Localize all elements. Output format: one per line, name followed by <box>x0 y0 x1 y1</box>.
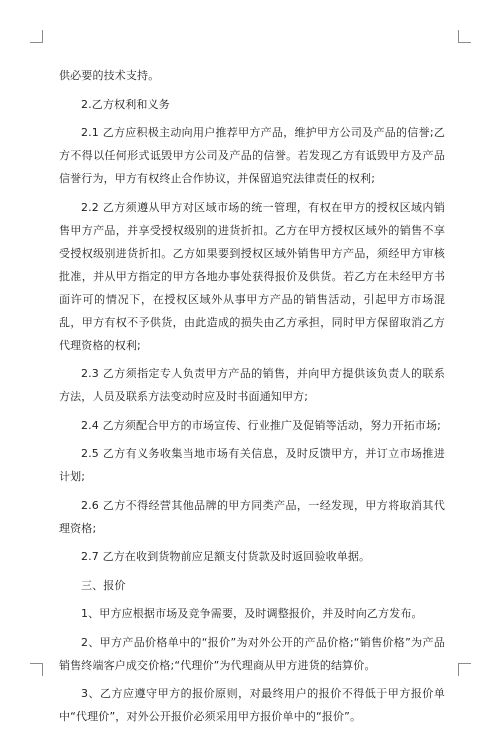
clause-2-4: 2.4 乙方须配合甲方的市场宣传、行业推广及促销等活动，努力开拓市场; <box>81 418 441 432</box>
section-heading-pricing: 三、报价 <box>81 578 126 592</box>
document-body <box>59 64 445 734</box>
pricing-clause-1: 1、甲方应根据市场及竞争需要，及时调整报价，并及时向乙方发布。 <box>81 607 423 620</box>
clause-2-1: 2.1 乙方应积极主动向用户推荐甲方产品，维护甲方公司及产品的信誉;乙方不得以任何形式诋毁甲方公司及产品的信誉。若发现乙方有诋毁甲方及产品信誉行为，甲方有权终止合作协议，并保留追究法律责任的权利; <box>59 126 445 185</box>
crop-mark-bottom-left <box>30 663 43 676</box>
crop-mark-top-right <box>458 30 471 43</box>
pricing-clause-3: 3、乙方应遵守甲方的报价原则，对最终用户的报价不得低于甲方报价单中“代理价”，对外公开报价必须采用甲方报价单中的“报价”。 <box>59 687 445 723</box>
clause-2-2: 2.2 乙方须遵从甲方对区域市场的统一管理，有权在甲方的授权区域内销售甲方产品，并享受授权级别的进货折扣。乙方在甲方授权区域外的销售不享受授权级别进货折扣。乙方如果要到授权区域外销售甲方产品，须经甲方审核批准，并从甲方指定的甲方各地办事处获得报价及供货。若乙方在未经甲方书面许可的情况下，在授权区域外从事甲方产品的销售活动，引起甲方市场混乱，甲方有权不予供货，由此造成的损失由乙方承担，同时甲方保留取消乙方代理资格的权利; <box>59 200 445 352</box>
pricing-clause-2: 2、甲方产品价格单中的“报价”为对外公开的产品价格;“销售价格”为产品销售终端客户成交价格;“代理价”为代理商从甲方进货的结算价。 <box>59 635 445 672</box>
clause-2-5: 2.5 乙方有义务收集当地市场有关信息，及时反馈甲方，并订立市场推进计划; <box>59 447 445 483</box>
clause-2-3: 2.3 乙方须指定专人负责甲方产品的销售，并向甲方提供该负责人的联系方法，人员及联系方法变动时应及时书面通知甲方; <box>59 367 445 403</box>
crop-mark-bottom-right <box>458 663 471 676</box>
crop-mark-top-left <box>30 30 43 43</box>
clause-2-7: 2.7 乙方在收到货物前应足额支付货款及时返回验收单据。 <box>81 550 371 563</box>
paragraph-continuation: 供必要的技术支持。 <box>59 69 160 82</box>
clause-2-6: 2.6 乙方不得经营其他品牌的甲方同类产品，一经发现，甲方将取消其代理资格; <box>59 498 445 535</box>
section-heading-rights-obligations: 2.乙方权利和义务 <box>81 97 170 111</box>
